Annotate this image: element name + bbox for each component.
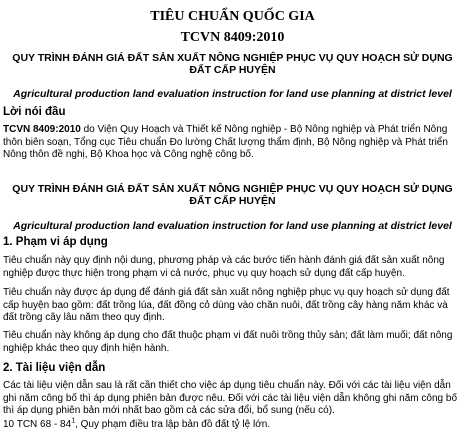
section1-paragraph-1: Tiêu chuẩn này quy định nội dung, phương pháp và các bước tiến hành đánh giá đất sản xuất nông nghiệp được thực hiện trong phạm vi cả nước, phục vụ quy hoạch sử dụng đất cấp huyện.	[3, 255, 445, 279]
section2-heading: 2. Tài liệu viện dẫn	[3, 362, 106, 374]
section2-paragraph-1: Các tài liệu viện dẫn sau là rất cần thiết cho việc áp dụng tiêu chuẩn này. Đối với các tài liệu viện dẫn ghi năm công bố thì áp dụng phiên bản được nêu. Đối với các tài liệu viện dẫn không ghi năm công bố thì áp dụng phiên bản mới nhất bao gồm cả các sửa đổi, bổ sung (nếu có).	[3, 380, 457, 416]
section1-heading: 1. Phạm vi áp dụng	[3, 236, 108, 248]
reference-code: 10 TCN 68 - 84	[3, 419, 72, 430]
standard-title: TIÊU CHUẨN QUỐC GIA	[150, 9, 315, 24]
reference-text: , Quy phạm điều tra lập bản đồ đất tỷ lệ lớn.	[75, 419, 271, 430]
reference-footnote-mark: 1	[71, 417, 76, 425]
reference-item	[3, 419, 463, 432]
standard-code: TCVN 8409:2010	[180, 30, 285, 45]
foreword-code: TCVN 8409:2010	[3, 124, 81, 135]
english-title-repeat: Agricultural production land evaluation instruction for land use planning at district level	[13, 220, 452, 232]
foreword-text: do Viện Quy Hoạch và Thiết kế Nông nghiệp - Bộ Nông nghiệp và Phát triển Nông thôn biên soạn, Tổng cục Tiêu chuẩn Đo lường Chất lượng thẩm định, Bộ Nông nghiệp và Phát triển Nông thôn đề nghị, Bộ Khoa học và Công nghệ công bố.	[3, 124, 448, 160]
english-title: Agricultural production land evaluation instruction for land use planning at district level	[13, 88, 452, 100]
foreword-paragraph	[3, 124, 463, 162]
section1-paragraph-2: Tiêu chuẩn này được áp dụng để đánh giá đất sản xuất nông nghiệp phục vụ quy hoạch sử dụng đất cấp huyện bao gồm: đất trồng lúa, đất đồng cỏ dùng vào chăn nuôi, đất trồng cây hàng năm khác và đất trồng cây lâu năm theo quy định.	[3, 287, 450, 323]
main-title-repeat: QUY TRÌNH ĐÁNH GIÁ ĐẤT SẢN XUẤT NÔNG NGHIỆP PHỤC VỤ QUY HOẠCH SỬ DỤNG ĐẤT CẤP HUYỆN	[12, 183, 453, 207]
section1-paragraph-3: Tiêu chuẩn này không áp dụng cho đất thuộc phạm vi đất nuôi trồng thủy sản; đất làm muối; đất nông nghiệp khác theo quy định hiện hành.	[3, 330, 453, 354]
foreword-heading: Lời nói đầu	[3, 106, 66, 118]
main-title: QUY TRÌNH ĐÁNH GIÁ ĐẤT SẢN XUẤT NÔNG NGHIỆP PHỤC VỤ QUY HOẠCH SỬ DỤNG ĐẤT CẤP HUYỆN	[12, 52, 453, 76]
